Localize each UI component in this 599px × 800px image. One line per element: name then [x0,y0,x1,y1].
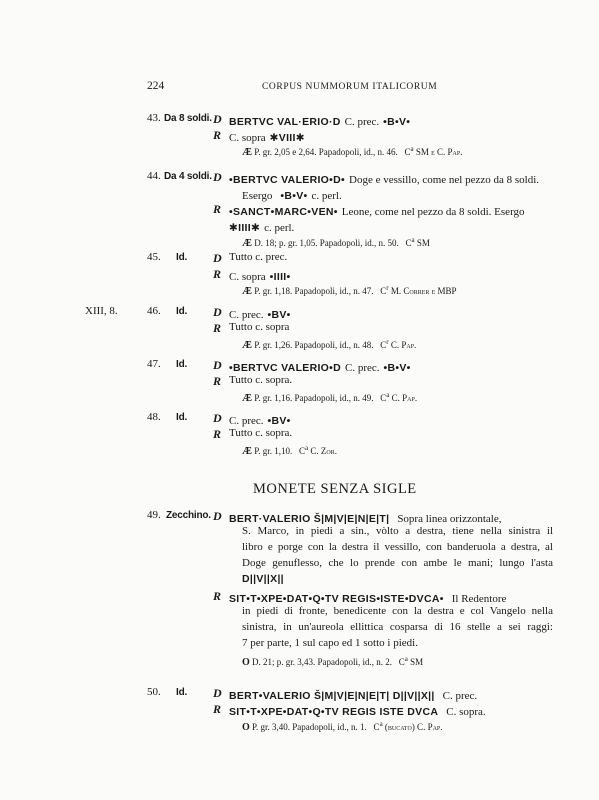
reference-line [242,720,443,733]
collection-superscript: a [305,444,309,452]
metal-mark: Æ [242,286,252,297]
collection-superscript: a [411,236,415,244]
reference: P. gr. 1,10. [254,446,293,456]
denomination: Id. [176,252,188,263]
obverse-legend: •BERTVC VALERIO•D [229,362,342,374]
obverse-text: C. prec. [344,116,380,128]
denomination: Da 4 soldi. [164,171,212,182]
reverse-legend: •IIII• [269,271,291,283]
obverse-legend-staff: D||V||X|| [242,573,284,585]
reverse-line [229,128,305,146]
obverse-text: Doge e vessillo, come nel pezzo da 8 soldi. [349,174,540,186]
collection-prefix: C [380,393,387,403]
reverse-text: Tutto c. sopra. [229,427,293,439]
denomination: Id. [176,359,188,370]
reverse-siglum: R [213,321,222,335]
metal-mark: O [242,722,250,733]
border-note: c. perl. [264,222,295,234]
metal-mark: Æ [242,393,252,404]
reverse-siglum: R [213,128,222,142]
collection-prefix: C [405,238,412,248]
metal-mark: O [242,657,250,668]
collection-prefix: C [299,446,306,456]
exergue-legend: ✱IIII✱ [229,222,261,234]
reverse-siglum: R [213,589,222,603]
section-heading: MONETE SENZA SIGLE [253,481,417,497]
exergue-legend: •B•V• [280,190,308,202]
obverse-legend: BERT·VALERIO Š|M|V|E|N|E|T| [229,513,390,525]
page-number: 224 [147,80,165,92]
obverse-legend: BERTVC VAL·ERIO·D [229,116,341,128]
reverse-siglum: R [213,202,222,216]
reverse-text: C. sopra [229,132,266,144]
reverse-legend: •SANCT•MARC•VEN• [229,206,338,218]
reverse-siglum: R [213,702,222,716]
denomination: Zecchino. [166,510,211,521]
collection-prefix: C [398,657,405,667]
collection: C. Pap. [391,393,418,403]
obverse-text: C. prec. [229,415,264,427]
reverse-text: Tutto c. sopra [229,321,290,333]
reference: P. gr. 1,16. Papadopoli, id., n. 49. [254,393,374,403]
metal-mark: Æ [242,238,252,249]
reverse-description-3: 7 per parte, 1 sul capo ed 1 sotto i piedi. [242,637,418,649]
reference-line [242,284,457,297]
reverse-text: Tutto c. sopra. [229,374,293,386]
obverse-legend-2: •B•V• [383,116,411,128]
obverse-text: Sopra linea orizzontale, [397,513,502,525]
obverse-siglum: D [213,509,222,523]
denomination: Id. [176,687,188,698]
reverse-legend: ✱VIII✱ [269,132,305,144]
obverse-text: C. prec. [442,690,478,702]
obverse-legend: •BV• [267,309,291,321]
obverse-legend: BERT•VALERIO Š|M|V|E|N|E|T| D||V||X|| [229,690,435,702]
collection-superscript: a [410,145,414,153]
entry-number: 50. [147,686,161,698]
entry-number: 47. [147,358,161,370]
reverse-text: Il Redentore [451,593,507,605]
obverse-text: C. prec. [345,362,380,374]
reference: P. gr. 1,18. Papadopoli, id., n. 47. [254,286,374,296]
collection-superscript: a [404,655,408,663]
collection: M. Correr e MBP [390,286,457,296]
obverse-siglum: D [213,112,222,126]
reference: D. 21; p. gr. 3,43. Papadopoli, id., n. 2. [252,657,393,667]
collection-superscript: r [386,338,389,346]
denomination: Id. [176,412,188,423]
reverse-siglum: R [213,427,222,441]
reference: P. gr. 2,05 e 2,64. Papadopoli, id., n. 46. [254,147,398,157]
obverse-legend: •BERTVC VALERIO•D• [229,174,345,186]
obverse-legend: •BV• [267,415,291,427]
collection-prefix: C [373,722,380,732]
collection-prefix: C [380,340,387,350]
reference-line [242,655,423,668]
reference-line [242,338,416,351]
reverse-description-1: in piedi di fronte, benedicente con la destra e col Vangelo nella [242,605,553,617]
reference: D. 18; p. gr. 1,05. Papadopoli, id., n. 50. [254,238,399,248]
collection-superscript: a [386,391,390,399]
reference-line [242,444,337,457]
metal-mark: Æ [242,147,252,158]
obverse-text: C. prec. [229,309,264,321]
metal-mark: Æ [242,446,252,457]
collection-prefix: C [404,147,411,157]
reverse-line-2 [229,218,294,236]
reverse-description-2: sinistra, in un'aureola ellittica cosparsa di 16 stelle a sei raggi: [242,621,553,633]
reverse-siglum: R [213,374,222,388]
obverse-description-2: libro e porge con la destra il vessillo, con banderuola a destra, al [242,541,553,553]
reverse-line [229,702,486,720]
reference-line [242,236,430,249]
entry-number: 44. [147,170,161,182]
reverse-text: C. sopra. [446,706,486,718]
reverse-legend: SIT•T•XPE•DAT•Q•TV REGIS•ISTE•DVCA• [229,593,444,605]
obverse-description-3: Doge genuflesso, che lo prende con ambe le mani; lungo l'asta [242,557,553,569]
denomination: Da 8 soldi. [164,113,212,124]
collection: (bucato) C. Pap. [384,722,443,732]
obverse-siglum: D [213,251,222,265]
entry-number: 45. [147,251,161,263]
reference: P. gr. 1,26. Papadopoli, id., n. 48. [254,340,374,350]
collection: SM e C. Pap. [415,147,463,157]
obverse-siglum: D [213,411,222,425]
metal-mark: Æ [242,340,252,351]
obverse-siglum: D [213,305,222,319]
collection-superscript: r [386,284,389,292]
entry-number: 43. [147,112,161,124]
collection: C. Zor. [310,446,337,456]
obverse-siglum: D [213,170,222,184]
collection: SM [410,657,424,667]
reverse-line [229,267,291,285]
reference-line [242,145,462,158]
reference: P. gr. 3,40. Papadopoli, id., n. 1. [252,722,367,732]
reverse-text: Leone, come nel pezzo da 8 soldi. Esergo [341,206,525,218]
running-title: CORPUS NUMMORUM ITALICORUM [262,82,438,92]
entry-number: 46. [147,305,161,317]
entry-number: 48. [147,411,161,423]
collection-prefix: C [380,286,387,296]
reverse-siglum: R [213,267,222,281]
reverse-legend: SIT•T•XPE•DAT•Q•TV REGIS ISTE DVCA [229,706,439,718]
exergue-label: Esergo [242,190,273,202]
collection-superscript: a [379,720,383,728]
entry-number: 49. [147,509,161,521]
plate-reference: XIII, 8. [85,305,118,317]
border-note: c. perl. [311,190,342,202]
reference-line [242,391,417,404]
obverse-text: Tutto c. prec. [229,251,288,263]
reverse-text: C. sopra [229,271,266,283]
obverse-legend-2: •B•V• [383,362,411,374]
obverse-siglum: D [213,358,222,372]
denomination: Id. [176,306,188,317]
collection: SM [416,238,430,248]
collection: C. Pap. [390,340,417,350]
obverse-siglum: D [213,686,222,700]
obverse-description-1: S. Marco, in piedi a sin., vòlto a destra, tiene nella sinistra il [242,525,553,537]
